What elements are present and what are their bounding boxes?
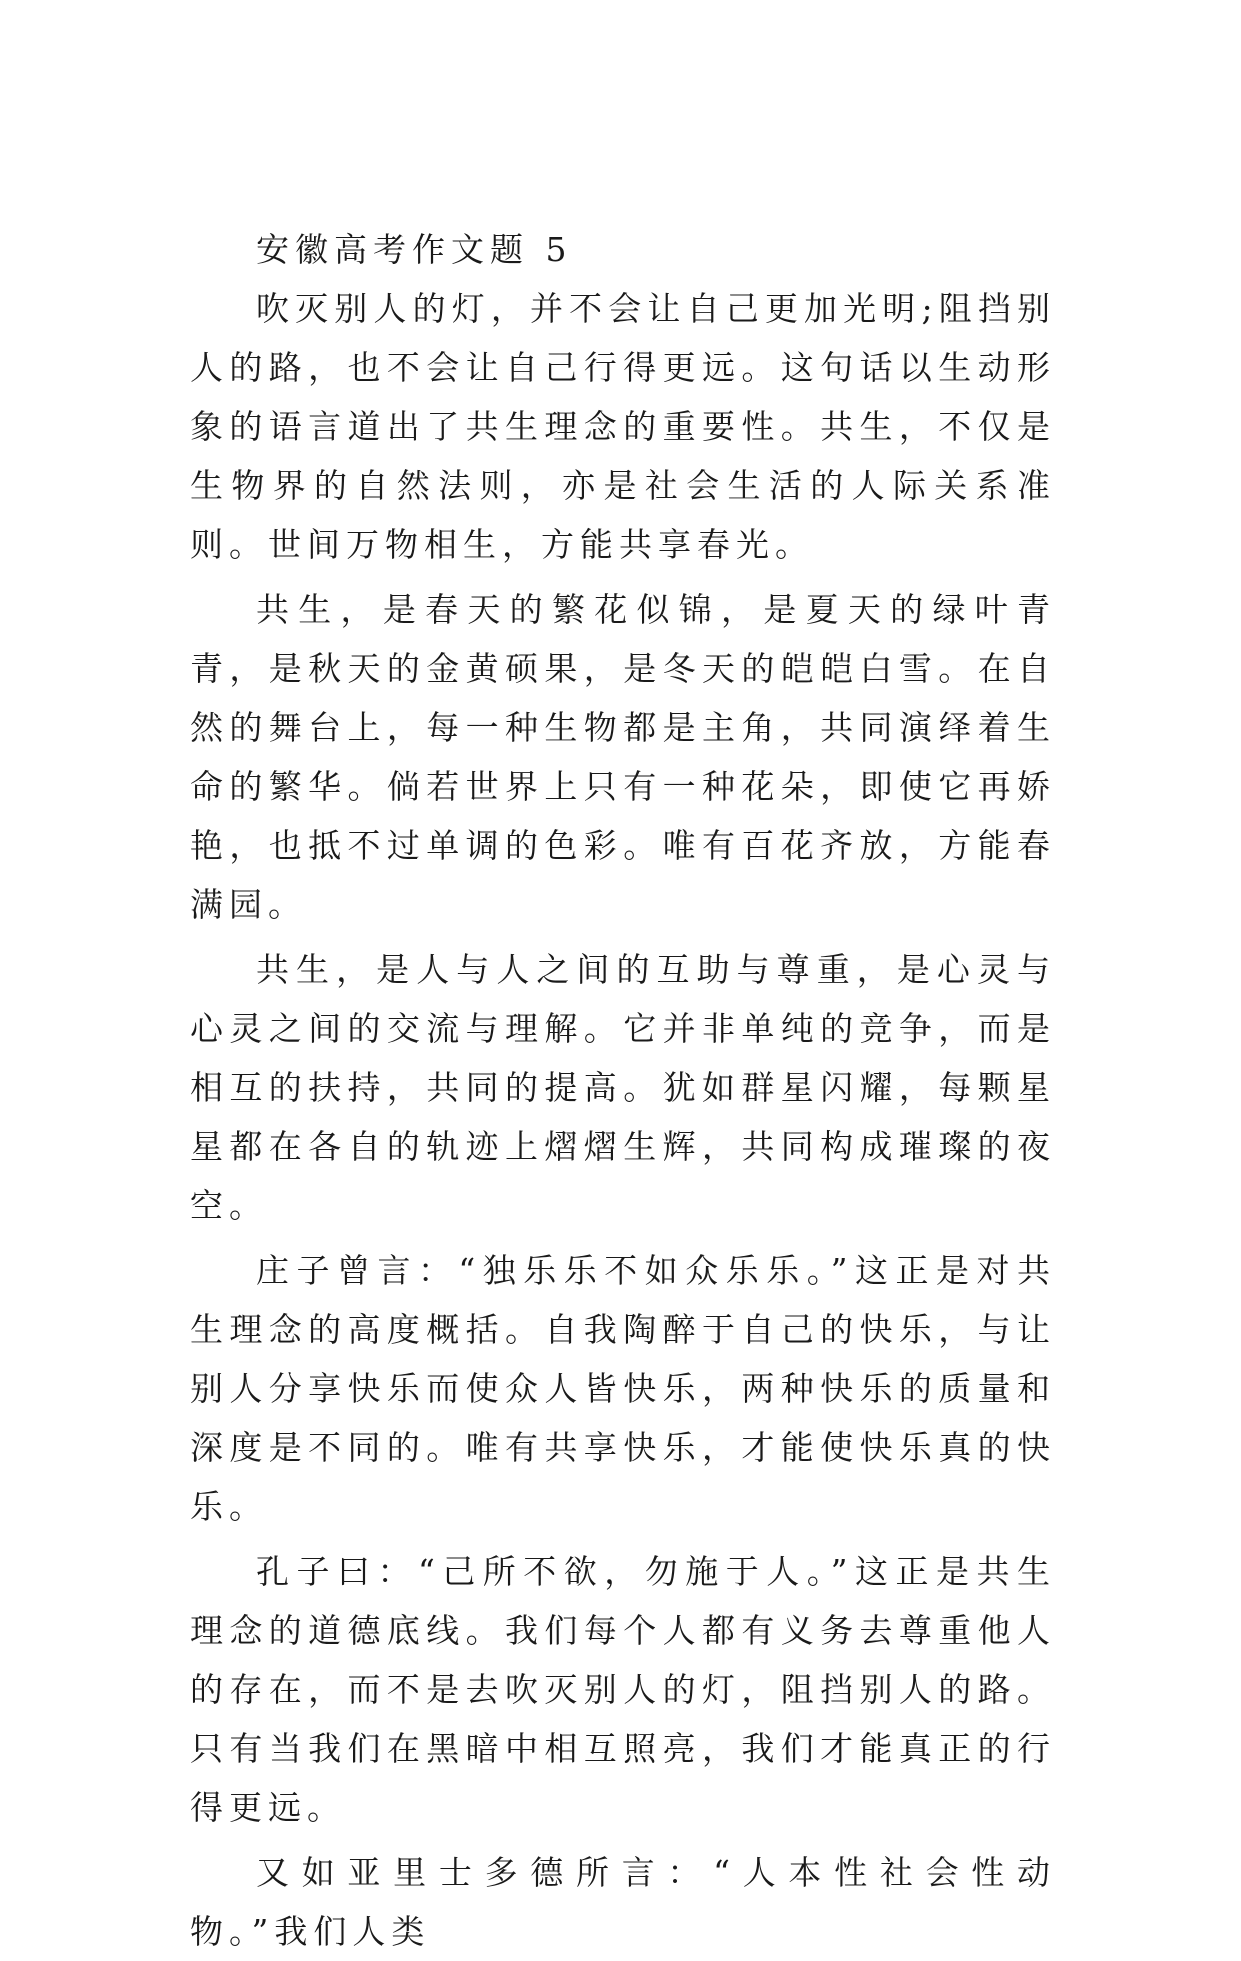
document-page — [190, 220, 1056, 1961]
paragraph-4: 庄子曾言：“独乐乐不如众乐乐。”这正是对共生理念的高度概括。自我陶醉于自己的快乐，与让别人分享快乐而使众人皆快乐，两种快乐的质量和深度是不同的。唯有共享快乐，才能使快乐真的快乐。 — [190, 1251, 1056, 1526]
paragraph-3: 共生，是人与人之间的互助与尊重，是心灵与心灵之间的交流与理解。它并非单纯的竞争，而是相互的扶持，共同的提高。犹如群星闪耀，每颗星星都在各自的轨迹上熠熠生辉，共同构成璀璨的夜空。 — [190, 950, 1056, 1225]
paragraph-1: 吹灭别人的灯，并不会让自己更加光明;阻挡别人的路，也不会让自己行得更远。这句话以生动形象的语言道出了共生理念的重要性。共生，不仅是生物界的自然法则，亦是社会生活的人际关系准则。世间万物相生，方能共享春光。 — [190, 289, 1056, 564]
paragraph-5: 孔子曰：“己所不欲，勿施于人。”这正是共生理念的道德底线。我们每个人都有义务去尊重他人的存在，而不是去吹灭别人的灯，阻挡别人的路。只有当我们在黑暗中相互照亮，我们才能真正的行得更远。 — [190, 1552, 1056, 1827]
paragraph-6: 又如亚里士多德所言：“人本性社会性动物。”我们人类 — [190, 1853, 1056, 1951]
paragraph-2: 共生，是春天的繁花似锦，是夏天的绿叶青青，是秋天的金黄硕果，是冬天的皑皑白雪。在自然的舞台上，每一种生物都是主角，共同演绎着生命的繁华。倘若世界上只有一种花朵，即使它再娇艳，也抵不过单调的色彩。唯有百花齐放，方能春满园。 — [190, 590, 1056, 924]
document-title: 安徽高考作文题 5 — [256, 230, 573, 269]
